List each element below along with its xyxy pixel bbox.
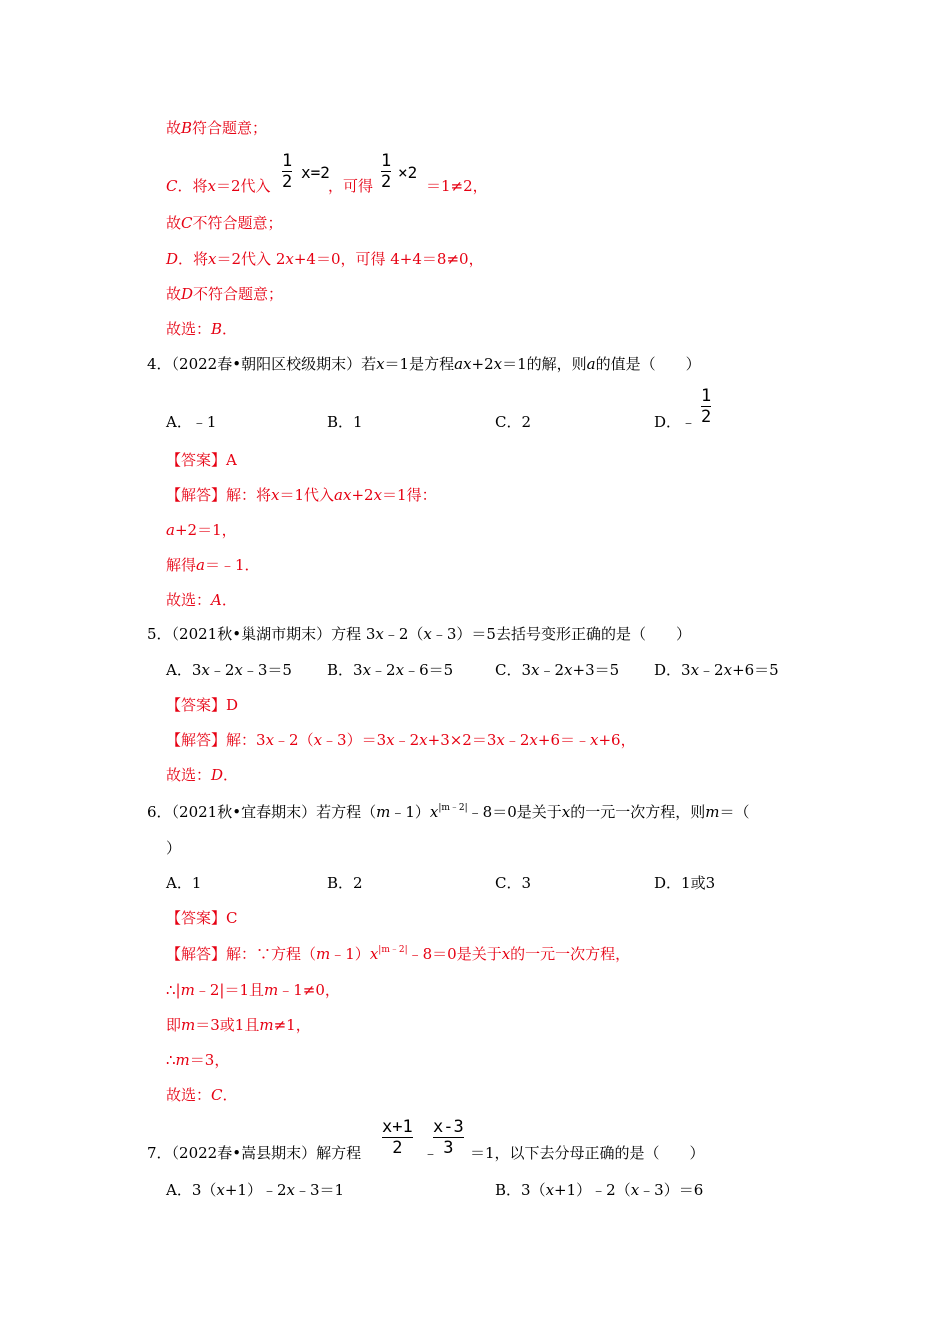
q4-step-1: a+2＝1， — [166, 521, 237, 539]
q4-answer: 【答案】A — [166, 451, 237, 469]
q5-analysis: 【解答】解：3x﹣2（x﹣3）＝3x﹣2x+3×2＝3x﹣2x+6＝﹣x+6， — [166, 731, 636, 749]
q6-analysis: 【解答】解：∵方程$(m﹣1)x^{|m﹣2|}﹣8=0$是关于x的一元一次方程， — [166, 945, 631, 963]
q6-option-a: A．1 — [166, 874, 202, 892]
fraction-one-half-2: 1 2 — [381, 151, 392, 192]
q5-answer: 【答案】D — [166, 696, 239, 714]
q4-option-b: B．1 — [327, 413, 363, 431]
q6-step-2: 即m＝3或1且m≠1， — [166, 1016, 311, 1034]
q4-choice: 故选：A． — [166, 591, 237, 609]
prev-c-conclusion: 故C不符合题意； — [166, 214, 283, 232]
c-line-mid: ，可得 — [328, 177, 374, 195]
q4-option-d-fraction: 1 2 — [701, 386, 712, 427]
q6-answer: 【答案】C — [166, 909, 238, 927]
q5-option-b: B．3x﹣2x﹣6＝5 — [327, 661, 454, 679]
fraction-one-half: 1 2 — [282, 151, 293, 192]
q5-choice: 故选：D． — [166, 766, 239, 784]
q7-fraction-1: x+1 2 — [382, 1117, 413, 1158]
q7-option-b: B．3（x+1）﹣2（x﹣3）＝6 — [495, 1181, 704, 1199]
q5-stem: 5．（2021秋•巢湖市期末）方程 3x﹣2（x﹣3）＝5去括号变形正确的是（ ） — [147, 625, 691, 643]
q5-option-a: A．3x﹣2x﹣3＝5 — [166, 661, 292, 679]
prev-d-conclusion: 故D不符合题意； — [166, 285, 284, 303]
q6-option-d: D．1或3 — [654, 874, 716, 892]
q6-stem-cont: ） — [166, 839, 182, 857]
prev-d-line: D．将x＝2代入 2x+4＝0，可得 4+4＝8≠0， — [166, 250, 484, 268]
q4-option-a: A．﹣1 — [166, 413, 217, 431]
q4-option-c: C．2 — [495, 413, 532, 431]
q7-option-a: A．3（x+1）﹣2x﹣3＝1 — [166, 1181, 345, 1199]
q5-option-c: C．3x﹣2x+3＝5 — [495, 661, 620, 679]
q6-stem: 6．（2021秋•宜春期末）若方程$(m﹣1)x^{|m﹣2|}﹣8=0$是关于x的一元一次方程，则m＝（ — [147, 803, 750, 821]
prev-choice: 故选：B． — [166, 320, 238, 338]
q6-step-3: ∴m＝3， — [166, 1051, 230, 1069]
q4-stem: 4．（2022春•朝阳区校级期末）若x＝1是方程ax+2x＝1的解，则a的值是（ ） — [147, 355, 701, 373]
q4-step-2: 解得a＝﹣1． — [166, 556, 260, 574]
q6-choice: 故选：C． — [166, 1086, 238, 1104]
prev-c-line: C．将x＝2代入 — [166, 177, 271, 195]
q7-minus: ﹣ — [423, 1144, 439, 1162]
times-two: ×2 — [398, 163, 418, 182]
q7-stem-prefix: 7．（2022春•嵩县期末）解方程 — [147, 1144, 362, 1162]
q7-fraction-2: x-3 3 — [433, 1117, 464, 1158]
q4-analysis: 【解答】解：将x＝1代入ax+2x＝1得： — [166, 486, 437, 504]
equation-x-eq-2: x=2 — [301, 163, 330, 182]
q5-option-d: D．3x﹣2x+6＝5 — [654, 661, 779, 679]
c-line-tail: ＝1≠2， — [426, 177, 488, 195]
q4-option-d: D．﹣ — [654, 413, 697, 431]
prev-b-conclusion: 故B符合题意； — [166, 119, 268, 137]
q6-option-b: B．2 — [327, 874, 363, 892]
q6-option-c: C．3 — [495, 874, 532, 892]
q6-step-1: ∴|m﹣2|＝1且m﹣1≠0， — [166, 981, 340, 999]
q7-stem-suffix: ＝1，以下去分母正确的是（ ） — [470, 1144, 705, 1162]
